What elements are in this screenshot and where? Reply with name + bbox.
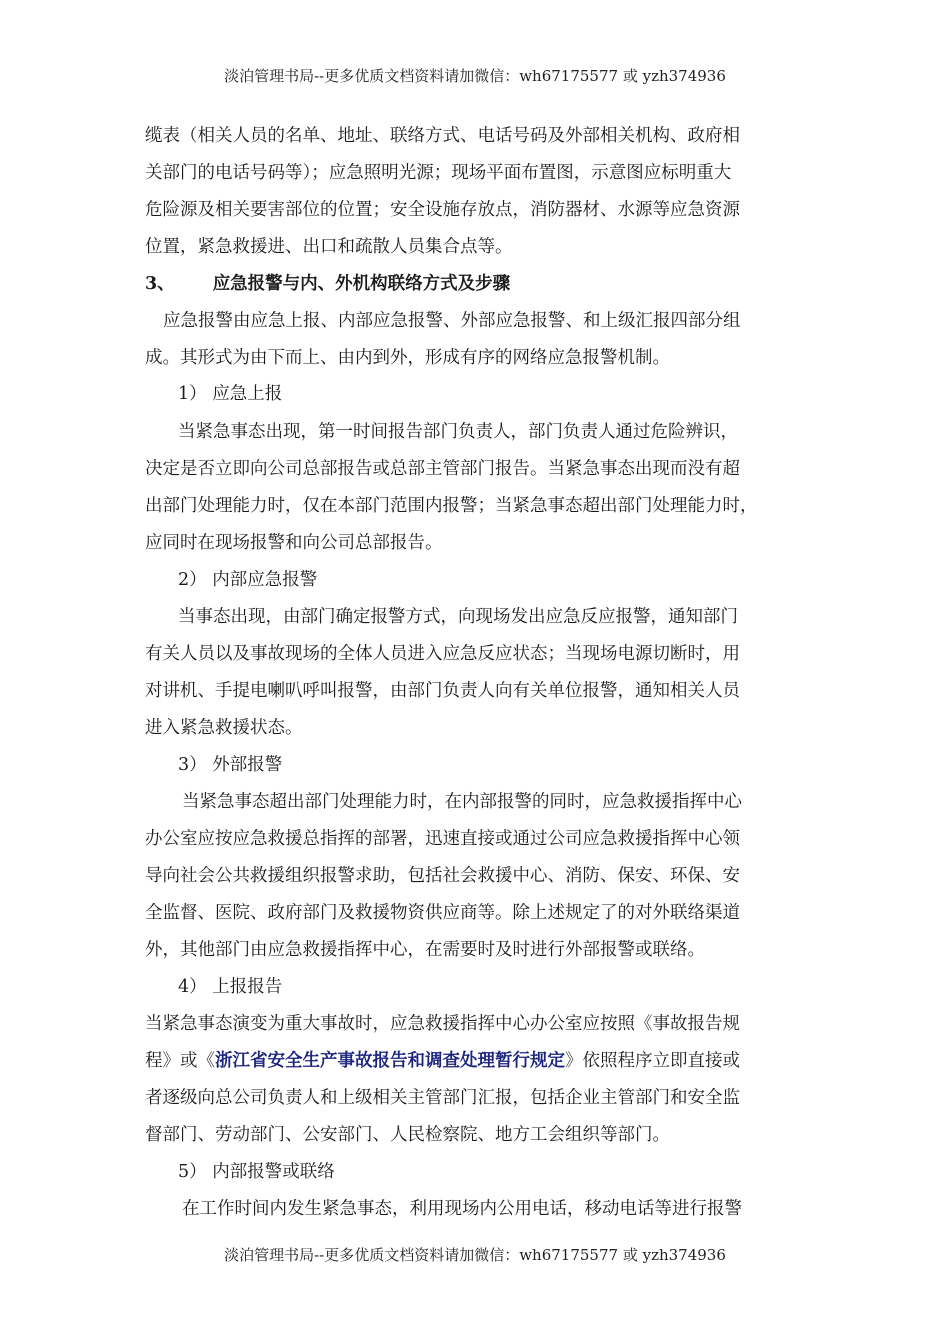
paragraph-line: 当紧急事态出现，第一时间报告部门负责人，部门负责人通过危险辨识， bbox=[178, 422, 738, 442]
paragraph-line: 当事态出现，由部门确定报警方式，向现场发出应急反应报警，通知部门 bbox=[178, 607, 738, 627]
item-heading: 1） 应急上报 bbox=[178, 384, 283, 404]
paragraph-line: 办公室应按应急救援总指挥的部署，迅速直接或通过公司应急救援指挥中心领 bbox=[145, 829, 740, 849]
paragraph-line: 位置，紧急救援进、出口和疏散人员集合点等。 bbox=[145, 237, 513, 257]
paragraph-line: 缆表（相关人员的名单、地址、联络方式、电话号码及外部相关机构、政府相 bbox=[145, 126, 740, 146]
page-footer: 淡泊管理书局--更多优质文档资料请加微信：wh67175577 或 yzh374936 bbox=[224, 1246, 726, 1264]
paragraph-line: 应急报警由应急上报、内部应急报警、外部应急报警、和上级汇报四部分组 bbox=[163, 311, 741, 331]
paragraph-line: 当紧急事态超出部门处理能力时，在内部报警的同时，应急救援指挥中心 bbox=[182, 792, 742, 812]
paragraph-line bbox=[145, 1049, 825, 1073]
page-header: 淡泊管理书局--更多优质文档资料请加微信：wh67175577 或 yzh374936 bbox=[224, 67, 726, 85]
section-title: 应急报警与内、外机构联络方式及步骤 bbox=[212, 274, 511, 294]
paragraph-line: 进入紧急救援状态。 bbox=[145, 718, 303, 738]
text-segment: 》依照程序立即直接或 bbox=[565, 1051, 740, 1071]
paragraph-line: 关部门的电话号码等）；应急照明光源；现场平面布置图，示意图应标明重大 bbox=[145, 163, 732, 183]
text-segment: 程》或《 bbox=[145, 1051, 215, 1071]
paragraph-line: 决定是否立即向公司总部报告或总部主管部门报告。当紧急事态出现而没有超 bbox=[145, 459, 740, 479]
paragraph-line: 全监督、医院、政府部门及救援物资供应商等。除上述规定了的对外联络渠道 bbox=[145, 903, 740, 923]
paragraph-line: 在工作时间内发生紧急事态，利用现场内公用电话，移动电话等进行报警 bbox=[182, 1199, 742, 1219]
paragraph-line: 对讲机、手提电喇叭呼叫报警，由部门负责人向有关单位报警，通知相关人员 bbox=[145, 681, 740, 701]
regulation-link[interactable]: 浙江省安全生产事故报告和调查处理暂行规定 bbox=[215, 1051, 565, 1071]
paragraph-line: 导向社会公共救援组织报警求助，包括社会救援中心、消防、保安、环保、安 bbox=[145, 866, 740, 886]
section-heading bbox=[145, 272, 825, 296]
paragraph-line: 者逐级向总公司负责人和上级相关主管部门汇报，包括企业主管部门和安全监 bbox=[145, 1088, 740, 1108]
item-heading: 5） 内部报警或联络 bbox=[178, 1162, 335, 1182]
paragraph-line: 督部门、劳动部门、公安部门、人民检察院、地方工会组织等部门。 bbox=[145, 1125, 670, 1145]
paragraph-line: 有关人员以及事故现场的全体人员进入应急反应状态；当现场电源切断时，用 bbox=[145, 644, 740, 664]
paragraph-line: 危险源及相关要害部位的位置；安全设施存放点，消防器材、水源等应急资源 bbox=[145, 200, 740, 220]
item-heading: 2） 内部应急报警 bbox=[178, 570, 318, 590]
item-heading: 3） 外部报警 bbox=[178, 755, 283, 775]
paragraph-line: 出部门处理能力时，仅在本部门范围内报警；当紧急事态超出部门处理能力时， bbox=[145, 496, 758, 516]
paragraph-line: 当紧急事态演变为重大事故时，应急救援指挥中心办公室应按照《事故报告规 bbox=[145, 1014, 740, 1034]
paragraph-line: 成。其形式为由下而上、由内到外，形成有序的网络应急报警机制。 bbox=[145, 348, 670, 368]
item-heading: 4） 上报报告 bbox=[178, 977, 283, 997]
paragraph-line: 外，其他部门由应急救援指挥中心，在需要时及时进行外部报警或联络。 bbox=[145, 940, 705, 960]
paragraph-line: 应同时在现场报警和向公司总部报告。 bbox=[145, 533, 443, 553]
section-number: 3、 bbox=[145, 274, 175, 294]
